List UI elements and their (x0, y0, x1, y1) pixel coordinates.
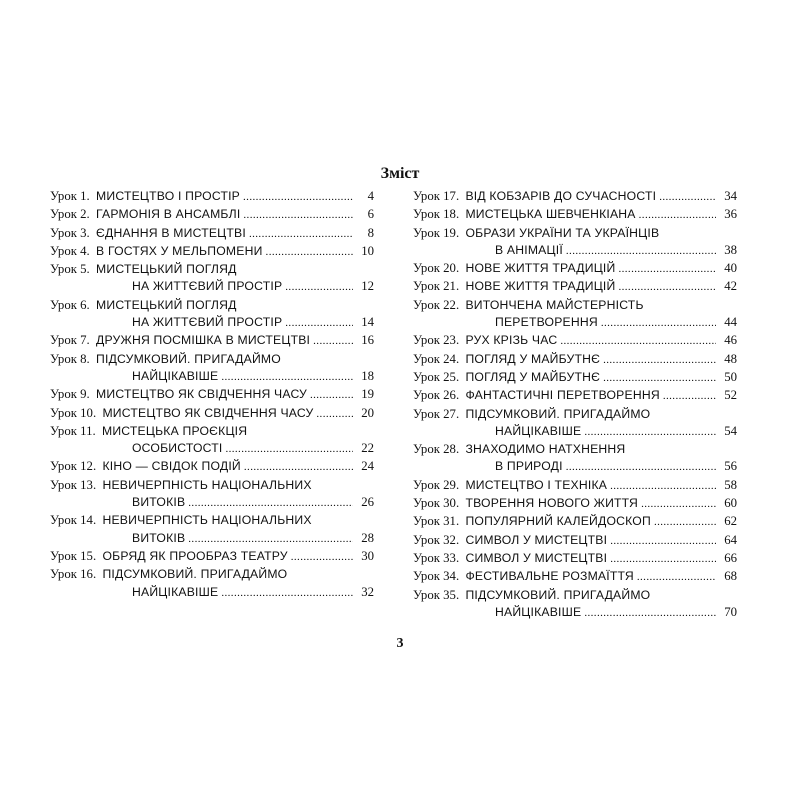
toc-entry[interactable] (50, 225, 374, 243)
toc-entry-line (50, 243, 374, 261)
dot-leader (188, 494, 353, 512)
toc-entry-line (50, 458, 374, 476)
dot-leader (316, 405, 353, 423)
lesson-title: МИСТЕЦЬКИЙ ПОГЛЯД (96, 262, 237, 277)
toc-page-number: 64 (724, 532, 737, 547)
toc-column-left (50, 188, 374, 602)
toc-entry-line (413, 206, 737, 224)
toc-page-number: 8 (367, 225, 374, 240)
toc-entry-label (413, 532, 607, 549)
lesson-number: Урок 2. (50, 207, 90, 222)
lesson-number: Урок 30. (413, 496, 460, 511)
dot-leader (249, 225, 353, 243)
toc-entry-line (50, 477, 374, 494)
toc-entry-continuation (50, 440, 374, 458)
toc-page-number: 62 (724, 514, 737, 529)
toc-entry-label (50, 225, 246, 242)
toc-entry-label (132, 314, 282, 331)
toc-entry-line (413, 351, 737, 369)
toc-entry-line (50, 297, 374, 314)
toc-entry-line (413, 568, 737, 586)
toc-entry-label (132, 494, 185, 511)
lesson-number: Урок 5. (50, 262, 90, 277)
toc-entry-line (413, 513, 737, 531)
toc-entry-line (413, 587, 737, 604)
toc-entry[interactable] (50, 261, 374, 297)
toc-entry-label (413, 387, 660, 404)
toc-page-number: 4 (367, 189, 374, 203)
dot-leader (610, 532, 716, 550)
lesson-title: ПОГЛЯД У МАЙБУТНЄ (465, 351, 601, 366)
toc-entry-continuation (50, 278, 374, 296)
toc-page-number: 66 (724, 550, 737, 565)
dot-leader (610, 550, 716, 568)
toc-page-number: 38 (724, 242, 737, 257)
toc-page-number: 28 (361, 530, 374, 545)
lesson-title: ВИТОКІВ (132, 530, 186, 545)
toc-page-number: 68 (724, 569, 737, 584)
lesson-number: Урок 6. (50, 297, 90, 312)
lesson-title: НЕВИЧЕРПНІСТЬ НАЦІОНАЛЬНИХ (102, 513, 312, 528)
dot-leader (610, 477, 716, 495)
toc-entry-label (50, 351, 281, 368)
lesson-title: НА ЖИТТЄВИЙ ПРОСТІР (132, 279, 283, 294)
dot-leader (584, 423, 716, 441)
toc-entry-line (413, 406, 737, 423)
lesson-title: ПІДСУМКОВИЙ. ПРИГАДАЙМО (465, 587, 651, 602)
lesson-title: ПЕРЕТВОРЕННЯ (495, 315, 598, 330)
lesson-number: Урок 31. (413, 514, 460, 529)
dot-leader (291, 548, 353, 566)
lesson-number: Урок 19. (413, 225, 460, 240)
toc-entry-line (413, 188, 737, 206)
lesson-title: ВІД КОБЗАРІВ ДО СУЧАСНОСТІ (465, 189, 657, 203)
toc-entry-label (50, 332, 310, 349)
dot-leader (188, 530, 353, 548)
toc-entry-label (413, 206, 636, 223)
dot-leader (225, 440, 353, 458)
toc-page-number: 12 (361, 279, 374, 294)
lesson-number: Урок 24. (413, 351, 460, 366)
dot-leader (221, 584, 353, 602)
toc-entry[interactable] (413, 587, 737, 623)
toc-entry-label (495, 604, 581, 621)
toc-entry[interactable] (413, 188, 737, 206)
toc-entry-label (413, 369, 600, 386)
toc-entry-label (413, 351, 600, 368)
dot-leader (618, 260, 716, 278)
toc-entry-line (50, 261, 374, 278)
toc-entry-label (50, 206, 240, 223)
dot-leader (566, 242, 716, 260)
dot-leader (560, 332, 716, 350)
lesson-title: ЄДНАННЯ В МИСТЕЦТВІ (96, 225, 246, 240)
lesson-number: Урок 12. (50, 459, 97, 474)
toc-page-number: 48 (724, 351, 737, 366)
toc-entry-line (413, 260, 737, 278)
dot-leader (243, 206, 353, 224)
lesson-number: Урок 28. (413, 442, 460, 457)
toc-page-number: 20 (361, 405, 374, 420)
lesson-title: МИСТЕЦЬКА ШЕВЧЕНКІАНА (465, 207, 636, 222)
lesson-number: Урок 33. (413, 550, 460, 565)
lesson-title: НА ЖИТТЄВИЙ ПРОСТІР (132, 315, 283, 330)
dot-leader (637, 568, 716, 586)
toc-entry-label (495, 242, 563, 259)
lesson-title: ВИТОКІВ (132, 495, 186, 510)
lesson-title: ВИТОНЧЕНА МАЙСТЕРНІСТЬ (465, 297, 644, 312)
toc-page-number: 14 (361, 315, 374, 330)
lesson-number: Урок 4. (50, 243, 90, 258)
toc-entry-line (50, 405, 374, 423)
dot-leader (603, 369, 716, 387)
toc-page-number: 42 (724, 279, 737, 294)
toc-entry-line (50, 512, 374, 529)
toc-entry-label (50, 548, 288, 565)
toc-entry[interactable] (50, 188, 374, 206)
toc-entry[interactable] (50, 548, 374, 566)
toc-entry-label (50, 386, 307, 403)
toc-entry[interactable] (50, 297, 374, 333)
lesson-number: Урок 17. (413, 189, 460, 203)
lesson-title: СИМВОЛ У МИСТЕЦТВІ (465, 532, 608, 547)
toc-entry-label (413, 441, 625, 458)
toc-entry-line (413, 387, 737, 405)
lesson-title: ОБРАЗИ УКРАЇНИ ТА УКРАЇНЦІВ (465, 225, 660, 240)
toc-entry[interactable] (413, 206, 737, 224)
lesson-title: НЕВИЧЕРПНІСТЬ НАЦІОНАЛЬНИХ (102, 477, 312, 492)
lesson-number: Урок 14. (50, 513, 97, 528)
toc-page-number: 50 (724, 369, 737, 384)
toc-entry-line (413, 550, 737, 568)
lesson-number: Урок 34. (413, 569, 460, 584)
toc-entry-continuation (50, 368, 374, 386)
toc-entry[interactable] (413, 406, 737, 442)
toc-entry[interactable] (413, 513, 737, 531)
toc-entry[interactable] (50, 332, 374, 350)
lesson-title: НАЙЦІКАВІШЕ (495, 604, 582, 619)
toc-entry[interactable] (50, 243, 374, 261)
toc-page-number: 34 (724, 189, 737, 203)
lesson-title: ЗНАХОДИМО НАТХНЕННЯ (465, 442, 626, 457)
toc-entry-line (413, 297, 737, 314)
toc-page-number: 58 (724, 477, 737, 492)
lesson-number: Урок 35. (413, 587, 460, 602)
lesson-title: НАЙЦІКАВІШЕ (495, 423, 582, 438)
lesson-title: НОВЕ ЖИТТЯ ТРАДИЦІЙ (465, 279, 616, 294)
lesson-title: ТВОРЕННЯ НОВОГО ЖИТТЯ (465, 496, 639, 511)
toc-entry[interactable] (413, 332, 737, 350)
toc-entry[interactable] (50, 386, 374, 404)
dot-leader (285, 314, 353, 332)
lesson-title: МИСТЕЦЬКИЙ ПОГЛЯД (96, 297, 237, 312)
toc-entry-label (413, 477, 607, 494)
toc-entry[interactable] (413, 477, 737, 495)
toc-entry-line (50, 188, 374, 206)
lesson-title: МИСТЕЦТВО ЯК СВІДЧЕННЯ ЧАСУ (102, 405, 314, 420)
lesson-number: Урок 22. (413, 297, 460, 312)
lesson-number: Урок 11. (50, 423, 96, 438)
toc-entry-label (50, 566, 287, 583)
lesson-number: Урок 27. (413, 406, 460, 421)
lesson-number: Урок 32. (413, 532, 460, 547)
toc-entry[interactable] (50, 423, 374, 459)
lesson-number: Урок 10. (50, 405, 97, 420)
toc-entry-label (50, 297, 237, 314)
lesson-number: Урок 9. (50, 387, 90, 402)
toc-entry-label (413, 332, 557, 349)
dot-leader (221, 368, 353, 386)
lesson-number: Урок 21. (413, 279, 460, 294)
toc-entry[interactable] (50, 458, 374, 476)
toc-page-number: 18 (361, 368, 374, 383)
toc-page-number: 54 (724, 423, 737, 438)
lesson-title: ОСОБИСТОСТІ (132, 441, 223, 456)
toc-entry[interactable] (413, 441, 737, 477)
toc-entry-label (132, 440, 222, 457)
lesson-title: ФАНТАСТИЧНІ ПЕРЕТВОРЕННЯ (465, 388, 660, 403)
toc-entry[interactable] (413, 351, 737, 369)
lesson-title: ДРУЖНЯ ПОСМІШКА В МИСТЕЦТВІ (96, 333, 311, 348)
toc-entry-label (413, 495, 638, 512)
lesson-title: МИСТЕЦТВО І ТЕХНІКА (465, 477, 608, 492)
toc-page-number: 24 (361, 459, 374, 474)
dot-leader (243, 188, 353, 206)
toc-entry[interactable] (413, 532, 737, 550)
toc-entry-continuation (50, 494, 374, 512)
lesson-title: ПОГЛЯД У МАЙБУТНЄ (465, 369, 601, 384)
toc-entry-label (50, 188, 240, 205)
toc-entry-label (132, 368, 218, 385)
dot-leader (663, 387, 716, 405)
toc-entry-line (50, 423, 374, 440)
toc-page-number: 19 (361, 387, 374, 402)
toc-entry-label (132, 584, 218, 601)
lesson-number: Урок 7. (50, 333, 90, 348)
toc-entry-continuation (413, 242, 737, 260)
toc-entry[interactable] (413, 225, 737, 261)
dot-leader (584, 604, 716, 622)
lesson-title: КІНО — СВІДОК ПОДІЙ (102, 459, 241, 474)
toc-entry-label (413, 297, 644, 314)
dot-leader (313, 332, 353, 350)
toc-entry[interactable] (50, 351, 374, 387)
toc-entry-label (413, 513, 651, 530)
toc-page-number: 52 (724, 388, 737, 403)
toc-entry-line (50, 548, 374, 566)
toc-entry[interactable] (413, 550, 737, 568)
toc-entry-label (50, 405, 313, 422)
toc-page-number: 32 (361, 584, 374, 599)
lesson-title: НАЙЦІКАВІШЕ (132, 368, 219, 383)
toc-entry-line (50, 332, 374, 350)
toc-entry[interactable] (413, 297, 737, 333)
lesson-title: МИСТЕЦТВО ЯК СВІДЧЕННЯ ЧАСУ (96, 387, 307, 402)
toc-entry-line (413, 278, 737, 296)
lesson-title: МИСТЕЦТВО І ПРОСТІР (96, 189, 241, 203)
lesson-title: В ПРИРОДІ (495, 459, 563, 474)
toc-entry-continuation (50, 584, 374, 602)
lesson-title: В ГОСТЯХ У МЕЛЬПОМЕНИ (96, 243, 263, 258)
toc-entry-continuation (413, 458, 737, 476)
toc-page-number: 46 (724, 333, 737, 348)
toc-entry-label (413, 550, 607, 567)
toc-entry[interactable] (413, 387, 737, 405)
page-number: 3 (396, 636, 404, 651)
lesson-number: Урок 3. (50, 225, 90, 240)
toc-page-number: 60 (724, 496, 737, 511)
dot-leader (603, 351, 716, 369)
dot-leader (601, 314, 716, 332)
toc-entry-label (132, 278, 282, 295)
toc-page-number: 26 (361, 495, 374, 510)
toc-entry-label (495, 314, 598, 331)
toc-entry[interactable] (50, 206, 374, 224)
lesson-number: Урок 8. (50, 351, 90, 366)
toc-page-number: 10 (361, 243, 374, 258)
lesson-title: ПІДСУМКОВИЙ. ПРИГАДАЙМО (465, 406, 651, 421)
lesson-number: Урок 23. (413, 333, 460, 348)
toc-entry-label (50, 423, 247, 440)
toc-entry-line (413, 495, 737, 513)
toc-page-number: 40 (724, 261, 737, 276)
lesson-title: ФЕСТИВАЛЬНЕ РОЗМАЇТТЯ (465, 569, 634, 584)
dot-leader (244, 458, 353, 476)
toc-entry[interactable] (413, 495, 737, 513)
toc-entry-line (50, 225, 374, 243)
toc-entry-label (413, 587, 650, 604)
lesson-number: Урок 1. (50, 189, 90, 203)
toc-entry-continuation (50, 530, 374, 548)
dot-leader (266, 243, 353, 261)
lesson-title: ГАРМОНІЯ В АНСАМБЛІ (96, 207, 241, 222)
toc-entry-line (413, 477, 737, 495)
lesson-title: В АНІМАЦІЇ (495, 242, 563, 257)
lesson-title: НАЙЦІКАВІШЕ (132, 584, 219, 599)
toc-entry-continuation (50, 314, 374, 332)
toc-entry-label (495, 458, 563, 475)
lesson-number: Урок 25. (413, 369, 460, 384)
dot-leader (654, 513, 716, 531)
dot-leader (285, 278, 353, 296)
lesson-number: Урок 29. (413, 477, 460, 492)
toc-entry[interactable] (413, 278, 737, 296)
toc-page-number: 56 (724, 459, 737, 474)
toc-entry-label (50, 261, 237, 278)
toc-page-number: 36 (724, 207, 737, 222)
toc-page-number: 22 (361, 441, 374, 456)
toc-entry-label (413, 188, 656, 205)
toc-entry-label (50, 477, 312, 494)
toc-page-number: 70 (724, 604, 737, 619)
toc-entry-label (132, 530, 185, 547)
toc-entry-continuation (413, 423, 737, 441)
toc-entry-label (413, 260, 615, 277)
toc-entry-line (50, 351, 374, 368)
dot-leader (659, 188, 716, 206)
dot-leader (641, 495, 716, 513)
toc-page-number: 44 (724, 315, 737, 330)
toc-entry-line (413, 332, 737, 350)
lesson-number: Урок 15. (50, 548, 97, 563)
lesson-title: НОВЕ ЖИТТЯ ТРАДИЦІЙ (465, 261, 616, 276)
toc-entry-line (413, 532, 737, 550)
lesson-number: Урок 18. (413, 207, 460, 222)
lesson-title: МИСТЕЦЬКА ПРОЄКЦІЯ (101, 423, 248, 438)
dot-leader (566, 458, 716, 476)
toc-page-number: 16 (361, 333, 374, 348)
lesson-number: Урок 26. (413, 388, 460, 403)
lesson-number: Урок 13. (50, 477, 97, 492)
toc-entry[interactable] (50, 566, 374, 602)
toc-entry-line (50, 566, 374, 583)
toc-page-number: 30 (361, 548, 374, 563)
toc-entry-label (413, 225, 659, 242)
dot-leader (618, 278, 716, 296)
toc-entry-line (50, 386, 374, 404)
lesson-number: Урок 16. (50, 567, 97, 582)
toc-entry[interactable] (413, 260, 737, 278)
toc-entry-label (413, 568, 634, 585)
toc-entry-label (413, 278, 615, 295)
toc-entry-label (50, 512, 312, 529)
toc-entry-label (50, 243, 263, 260)
lesson-title: ПІДСУМКОВИЙ. ПРИГАДАЙМО (102, 567, 288, 582)
toc-entry[interactable] (413, 568, 737, 586)
toc-title: Зміст (380, 165, 420, 182)
lesson-title: РУХ КРІЗЬ ЧАС (465, 333, 558, 348)
toc-column-right (413, 188, 737, 622)
toc-entry-continuation (413, 314, 737, 332)
lesson-number: Урок 20. (413, 261, 460, 276)
lesson-title: ОБРЯД ЯК ПРООБРАЗ ТЕАТРУ (102, 548, 288, 563)
toc-entry[interactable] (413, 369, 737, 387)
toc-entry-label (495, 423, 581, 440)
toc-entry[interactable] (50, 512, 374, 548)
dot-leader (310, 386, 353, 404)
toc-entry[interactable] (50, 405, 374, 423)
toc-entry-label (50, 458, 241, 475)
toc-entry-line (413, 225, 737, 242)
toc-page-number: 6 (367, 207, 374, 222)
toc-entry-line (413, 369, 737, 387)
dot-leader (639, 206, 716, 224)
lesson-title: ПІДСУМКОВИЙ. ПРИГАДАЙМО (96, 351, 281, 366)
lesson-title: СИМВОЛ У МИСТЕЦТВІ (465, 550, 608, 565)
toc-entry[interactable] (50, 477, 374, 513)
toc-entry-continuation (413, 604, 737, 622)
toc-entry-line (413, 441, 737, 458)
toc-entry-label (413, 406, 650, 423)
lesson-title: ПОПУЛЯРНИЙ КАЛЕЙДОСКОП (465, 514, 651, 529)
toc-entry-line (50, 206, 374, 224)
